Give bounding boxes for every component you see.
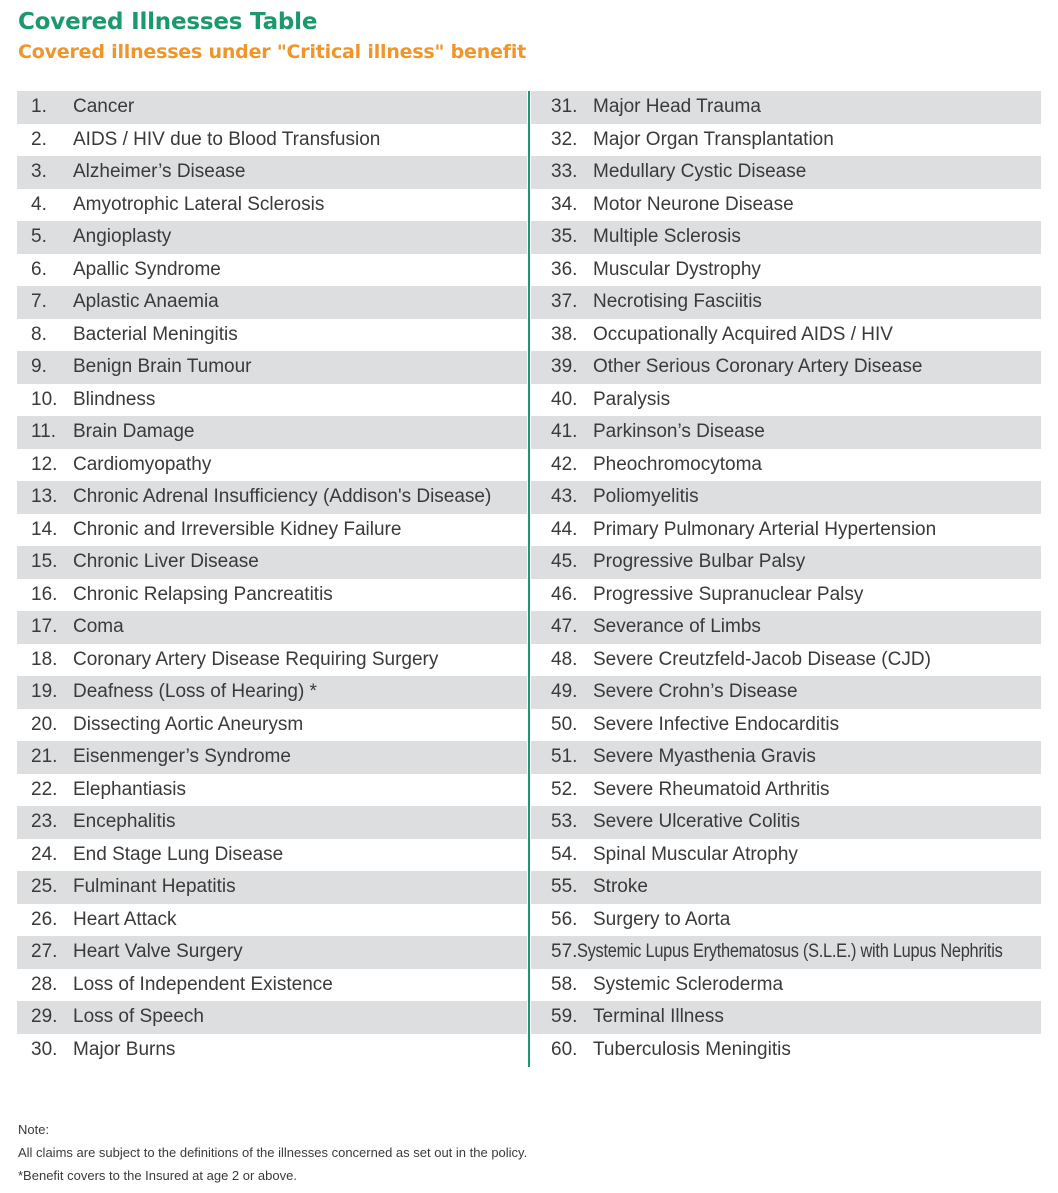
illness-number: 13. (31, 486, 58, 508)
illness-name: Severe Creutzfeld-Jacob Disease (CJD) (593, 648, 931, 670)
illness-row (17, 514, 527, 547)
illness-number: 55. (551, 876, 578, 898)
illness-row (17, 221, 527, 254)
illness-name: Dissecting Aortic Aneurysm (73, 713, 304, 735)
illness-row (531, 1001, 1041, 1034)
illness-number: 58. (551, 973, 578, 995)
illness-name: Pheochromocytoma (593, 453, 762, 475)
illness-name: Progressive Bulbar Palsy (593, 551, 806, 573)
illness-row (531, 384, 1041, 417)
illness-name: Loss of Speech (73, 1006, 204, 1028)
illness-number: 56. (551, 908, 578, 930)
illness-row (531, 189, 1041, 222)
illness-number: 2. (31, 128, 47, 150)
illness-number: 39. (551, 356, 578, 378)
illness-number: 45. (551, 551, 578, 573)
illness-name: Chronic Liver Disease (73, 551, 259, 573)
illness-number: 8. (31, 323, 47, 345)
illness-row (531, 741, 1041, 774)
illness-name: Chronic Adrenal Insufficiency (Addison's Disease) (73, 486, 492, 508)
illness-row (531, 481, 1041, 514)
illness-number: 20. (31, 713, 58, 735)
illness-number: 16. (31, 583, 58, 605)
illness-number: 53. (551, 811, 578, 833)
illness-row (17, 611, 527, 644)
illness-row (531, 579, 1041, 612)
illness-name: Tuberculosis Meningitis (593, 1038, 791, 1060)
illness-row (17, 774, 527, 807)
illness-name: Major Burns (73, 1038, 176, 1060)
illness-name: Fulminant Hepatitis (73, 876, 236, 898)
illness-number: 21. (31, 746, 58, 768)
illness-row (17, 806, 527, 839)
illness-name: Chronic and Irreversible Kidney Failure (73, 518, 402, 540)
illness-row (531, 871, 1041, 904)
illness-name: Bacterial Meningitis (73, 323, 238, 345)
illness-number: 47. (551, 616, 578, 638)
illness-name: Loss of Independent Existence (73, 973, 333, 995)
illness-row (17, 286, 527, 319)
illness-name: Severe Rheumatoid Arthritis (593, 778, 830, 800)
illness-name: Alzheimer’s Disease (73, 161, 246, 183)
illness-name: Cancer (73, 96, 135, 118)
illness-number: 18. (31, 648, 58, 670)
illness-name: Other Serious Coronary Artery Disease (593, 356, 923, 378)
illness-name: Poliomyelitis (593, 486, 699, 508)
illness-row (531, 1034, 1041, 1067)
illness-name: Deafness (Loss of Hearing) * (73, 681, 317, 703)
illness-number: 54. (551, 843, 578, 865)
illness-name: Elephantiasis (73, 778, 187, 800)
illness-table (17, 91, 1041, 1067)
illness-row (17, 936, 527, 969)
illness-number: 41. (551, 421, 578, 443)
illness-row (17, 1001, 527, 1034)
illness-name: Eisenmenger’s Syndrome (73, 746, 291, 768)
illness-row (17, 351, 527, 384)
illness-number: 10. (31, 388, 58, 410)
illness-number: 28. (31, 973, 58, 995)
illness-name: Multiple Sclerosis (593, 226, 741, 248)
illness-number: 33. (551, 161, 578, 183)
illness-number: 17. (31, 616, 58, 638)
illness-row (531, 124, 1041, 157)
illness-name: Severe Infective Endocarditis (593, 713, 840, 735)
illness-row (531, 936, 1041, 969)
illness-name: Brain Damage (73, 421, 195, 443)
illness-row (531, 156, 1041, 189)
illness-number: 38. (551, 323, 578, 345)
illness-number: 4. (31, 193, 47, 215)
illness-number: 46. (551, 583, 578, 605)
illness-name: Heart Attack (73, 908, 177, 930)
illness-number: 34. (551, 193, 578, 215)
illness-number: 31. (551, 96, 578, 118)
illness-number: 15. (31, 551, 58, 573)
illness-row (531, 514, 1041, 547)
illness-name: Muscular Dystrophy (593, 258, 761, 280)
illness-row (531, 351, 1041, 384)
illness-row (531, 709, 1041, 742)
illness-name: Terminal Illness (593, 1006, 724, 1028)
illness-number: 44. (551, 518, 578, 540)
illness-name: Spinal Muscular Atrophy (593, 843, 798, 865)
illness-name: Heart Valve Surgery (73, 941, 243, 963)
illness-row (17, 416, 527, 449)
illness-number: 49. (551, 681, 578, 703)
illness-row (531, 806, 1041, 839)
illness-name: Encephalitis (73, 811, 176, 833)
illness-row (17, 644, 527, 677)
illness-number: 25. (31, 876, 58, 898)
illness-number: 36. (551, 258, 578, 280)
illness-row (531, 286, 1041, 319)
illness-number: 60. (551, 1038, 578, 1060)
illness-row (531, 449, 1041, 482)
illness-name: Systemic Scleroderma (593, 973, 784, 995)
illness-column-left (17, 91, 527, 1066)
page-title: Covered Illnesses Table (18, 9, 318, 35)
illness-name: Severe Myasthenia Gravis (593, 746, 816, 768)
illness-row (531, 416, 1041, 449)
illness-number: 19. (31, 681, 58, 703)
notes-line-benefit-age: *Benefit covers to the Insured at age 2 or above. (18, 1168, 297, 1183)
illness-number: 24. (31, 843, 58, 865)
illness-name: Amyotrophic Lateral Sclerosis (73, 193, 325, 215)
illness-name: Apallic Syndrome (73, 258, 221, 280)
illness-name: Medullary Cystic Disease (593, 161, 807, 183)
illness-row (17, 384, 527, 417)
illness-name: Coronary Artery Disease Requiring Surgery (73, 648, 439, 670)
illness-row (17, 319, 527, 352)
illness-name: Chronic Relapsing Pancreatitis (73, 583, 333, 605)
illness-name: Angioplasty (73, 226, 172, 248)
illness-number: 42. (551, 453, 578, 475)
illness-number: 52. (551, 778, 578, 800)
illness-number: 59. (551, 1006, 578, 1028)
illness-row (531, 969, 1041, 1002)
illness-name: Surgery to Aorta (593, 908, 731, 930)
illness-row (531, 839, 1041, 872)
illness-number: 30. (31, 1038, 58, 1060)
illness-name: Severe Crohn’s Disease (593, 681, 798, 703)
illness-row (17, 449, 527, 482)
illness-name: Occupationally Acquired AIDS / HIV (593, 323, 893, 345)
illness-row (531, 904, 1041, 937)
illness-number: 7. (31, 291, 47, 313)
illness-number: 43. (551, 486, 578, 508)
illness-column-right (531, 91, 1041, 1066)
illness-name: Parkinson’s Disease (593, 421, 765, 443)
illness-row (531, 644, 1041, 677)
illness-row (17, 904, 527, 937)
illness-row (17, 254, 527, 287)
illness-name: Necrotising Fasciitis (593, 291, 762, 313)
illness-name: Severe Ulcerative Colitis (593, 811, 800, 833)
illness-name: Stroke (593, 876, 648, 898)
illness-number: 5. (31, 226, 47, 248)
illness-name: Paralysis (593, 388, 671, 410)
illness-number: 50. (551, 713, 578, 735)
illness-row (17, 709, 527, 742)
illness-row (17, 91, 527, 124)
illness-row (17, 676, 527, 709)
illness-name: Systemic Lupus Erythematosus (S.L.E.) with Lupus Nephritis (577, 941, 1003, 963)
illness-number: 48. (551, 648, 578, 670)
notes-heading: Note: (18, 1122, 50, 1137)
illness-row (17, 741, 527, 774)
illness-row (531, 221, 1041, 254)
illness-number: 32. (551, 128, 578, 150)
illness-name: Major Organ Transplantation (593, 128, 834, 150)
illness-row (531, 319, 1041, 352)
illness-number: 1. (31, 96, 47, 118)
illness-row (17, 124, 527, 157)
illness-name: Aplastic Anaemia (73, 291, 219, 313)
illness-number: 3. (31, 161, 47, 183)
illness-name: Coma (73, 616, 124, 638)
illness-name: Primary Pulmonary Arterial Hypertension (593, 518, 937, 540)
illness-name: Cardiomyopathy (73, 453, 212, 475)
illness-row (531, 676, 1041, 709)
illness-row (531, 611, 1041, 644)
page-subtitle: Covered illnesses under "Critical illness" benefit (18, 41, 527, 63)
illness-number: 29. (31, 1006, 58, 1028)
illness-number: 14. (31, 518, 58, 540)
illness-number: 40. (551, 388, 578, 410)
illness-name: Severance of Limbs (593, 616, 761, 638)
illness-row (531, 254, 1041, 287)
illness-name: Progressive Supranuclear Palsy (593, 583, 864, 605)
illness-number: 6. (31, 258, 47, 280)
illness-row (17, 1034, 527, 1067)
illness-number: 37. (551, 291, 578, 313)
illness-row (17, 481, 527, 514)
illness-name: Blindness (73, 388, 156, 410)
illness-name: Major Head Trauma (593, 96, 761, 118)
illness-number: 26. (31, 908, 58, 930)
illness-row (17, 871, 527, 904)
illness-row (17, 546, 527, 579)
column-divider (528, 91, 530, 1067)
illness-row (531, 91, 1041, 124)
notes-section (18, 1118, 527, 1187)
illness-number: 12. (31, 453, 58, 475)
illness-row (17, 156, 527, 189)
illness-number: 11. (31, 421, 57, 443)
illness-number: 51. (551, 746, 578, 768)
illness-row (17, 579, 527, 612)
illness-number: 57. (551, 941, 578, 963)
illness-name: Motor Neurone Disease (593, 193, 794, 215)
illness-row (17, 839, 527, 872)
illness-row (17, 189, 527, 222)
illness-row (17, 969, 527, 1002)
illness-name: AIDS / HIV due to Blood Transfusion (73, 128, 381, 150)
illness-row (531, 546, 1041, 579)
illness-number: 35. (551, 226, 578, 248)
illness-name: End Stage Lung Disease (73, 843, 284, 865)
illness-number: 9. (31, 356, 47, 378)
illness-number: 27. (31, 941, 58, 963)
notes-line-definitions: All claims are subject to the definitions of the illnesses concerned as set out in the policy. (18, 1145, 528, 1160)
illness-name: Benign Brain Tumour (73, 356, 252, 378)
illness-number: 22. (31, 778, 58, 800)
illness-number: 23. (31, 811, 58, 833)
illness-row (531, 774, 1041, 807)
